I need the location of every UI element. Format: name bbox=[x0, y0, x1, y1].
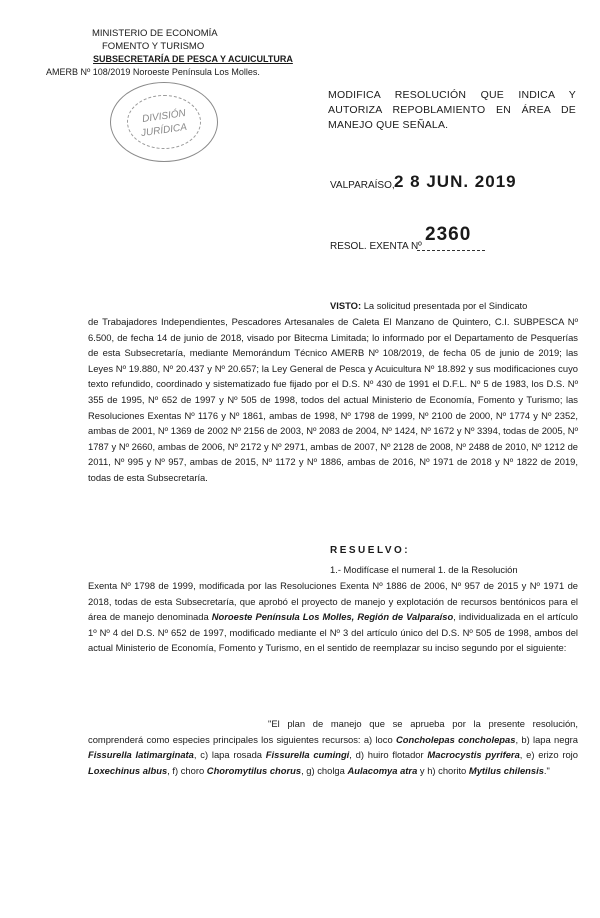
stamp-text-2: JURÍDICA bbox=[140, 121, 188, 140]
place-label: VALPARAÍSO, bbox=[330, 180, 395, 191]
quote-t4: , d) huiro flotador bbox=[349, 749, 428, 761]
quote-t8: y h) chorito bbox=[417, 764, 469, 776]
species-choro: Choromytilus chorus bbox=[206, 764, 302, 776]
quote-t5: , e) erizo rojo bbox=[519, 749, 578, 761]
article-1-intro: 1.- Modifícase el numeral 1. de la Resolución bbox=[330, 564, 518, 575]
species-lapa-rosada: Fissurella cumingi bbox=[265, 749, 350, 761]
quote-t1: "El plan de manejo que se aprueba por la presente resolución, comprenderá como especies principales los siguientes recursos: a) loco bbox=[88, 718, 578, 745]
quote-t7: , g) cholga bbox=[301, 764, 348, 776]
area-name: Noroeste Península Los Molles, Región de Valparaíso bbox=[211, 611, 454, 623]
visto-first-line bbox=[330, 298, 578, 314]
date-stamp: 2 8 JUN. 2019 bbox=[394, 172, 517, 191]
quote-t6: , f) choro bbox=[167, 764, 207, 776]
document-title: MODIFICA RESOLUCIÓN QUE INDICA Y AUTORIZA REPOBLAMIENTO EN ÁREA DE MANEJO QUE SEÑALA. bbox=[328, 89, 576, 131]
visto-first-text: La solicitud presentada por el Sindicato bbox=[363, 300, 528, 311]
visto-label: VISTO: bbox=[330, 300, 362, 311]
ministry-line-1: MINISTERIO DE ECONOMÍA bbox=[92, 28, 218, 39]
visto-paragraph: de Trabajadores Independientes, Pescadores Artesanales de Caleta El Manzano de Quintero, C.I. SUBPESCA Nº 6.500, de fecha 14 de junio de 2018, visado por Bitecma Limitada; lo informado por el Departamento de Pesquerías de esta Subsecretaría, mediante Memorándum Técnico AMERB Nº 108/2019, de fecha 05 de junio de 2019; las Leyes Nº 19.880, Nº 20.437 y Nº 20.657; la Ley General de Pesca y Acuicultura Nº 18.892 y sus modificaciones cuyo texto refundido, coordinado y sistematizado fue fijado por el D.S. Nº 430 de 1991 el D.F.L. Nº 5 de 1983, los D.S. Nº 355 de 1995, Nº 652 de 1997 y Nº 505 de 1998, todos del actual Ministerio de Economía, Fomento y Turismo; las Resoluciones Exentas Nº 1176 y Nº 1861, ambas de 1998, Nº 1798 de 1999, Nº 2100 de 2000, Nº 1774 y Nº 2352, ambas de 2001, Nº 1369 de 2002 Nº 2156 de 2003, Nº 2083 de 2004, Nº 1424, Nº 1672 y Nº 3394, todas de 2005, Nº 1787 y Nº 2660, ambas de 2006, Nº 2172 y Nº 2971, ambas de 2007, Nº 2128 de 2008, Nº 2488 de 2010, Nº 1212 de 2011, Nº 995 y Nº 957, ambas de 2015, Nº 1172 y Nº 1886, ambas de 2016, Nº 1971 de 2018 y Nº 1822 de 2019, todas de esta Subsecretaría. bbox=[88, 316, 578, 483]
resolution-number-line bbox=[417, 250, 485, 251]
species-loco: Concholepas concholepas bbox=[395, 733, 516, 745]
ministry-header bbox=[46, 28, 300, 78]
species-huiro: Macrocystis pyrifera bbox=[427, 749, 520, 761]
quote-t2: , b) lapa negra bbox=[515, 733, 578, 745]
ministry-line-2: FOMENTO Y TURISMO bbox=[102, 40, 205, 52]
division-juridica-stamp bbox=[110, 82, 218, 162]
article-1-text-a: Exenta Nº 1798 de 1999, modificada por las Resoluciones Exenta Nº 1886 de 2006, Nº 957 de 2015 y Nº 1971 de 2018, todas de esta Subsecretaría, que aprobó el proyecto de manejo y explotación de recursos bentónicos para el área de manejo denominada bbox=[88, 580, 578, 623]
article-1-paragraph bbox=[88, 578, 578, 656]
quoted-paragraph bbox=[88, 716, 578, 778]
resolution-number: 2360 bbox=[425, 224, 472, 245]
species-lapa-negra: Fissurella latimarginata bbox=[88, 749, 194, 761]
article-1-text-b: , individualizada en el artículo 1º Nº 4 del D.S. Nº 652 de 1997, modificado mediante el Nº 3 del artículo único del D.S. Nº 505 de 1998, ambos del actual Ministerio de Economía, Fomento y Turismo, en el sentido de reemplazar su inciso segundo por el siguiente: bbox=[88, 611, 578, 654]
resuelvo-heading: RESUELVO: bbox=[330, 545, 411, 556]
resolution-label: RESOL. EXENTA Nº bbox=[330, 241, 422, 252]
species-cholga: Aulacomya atra bbox=[347, 764, 418, 776]
subsecretaria-line: SUBSECRETARÍA DE PESCA Y ACUICULTURA bbox=[93, 54, 293, 64]
stamp-text-1: DIVISIÓN bbox=[141, 107, 187, 126]
species-chorito: Mytilus chilensis bbox=[468, 764, 544, 776]
species-erizo: Loxechinus albus bbox=[88, 764, 168, 776]
quote-t3: , c) lapa rosada bbox=[193, 749, 266, 761]
quote-t9: ." bbox=[543, 764, 550, 776]
amerb-reference: AMERB Nº 108/2019 Noroeste Península Los Molles. bbox=[46, 66, 260, 77]
